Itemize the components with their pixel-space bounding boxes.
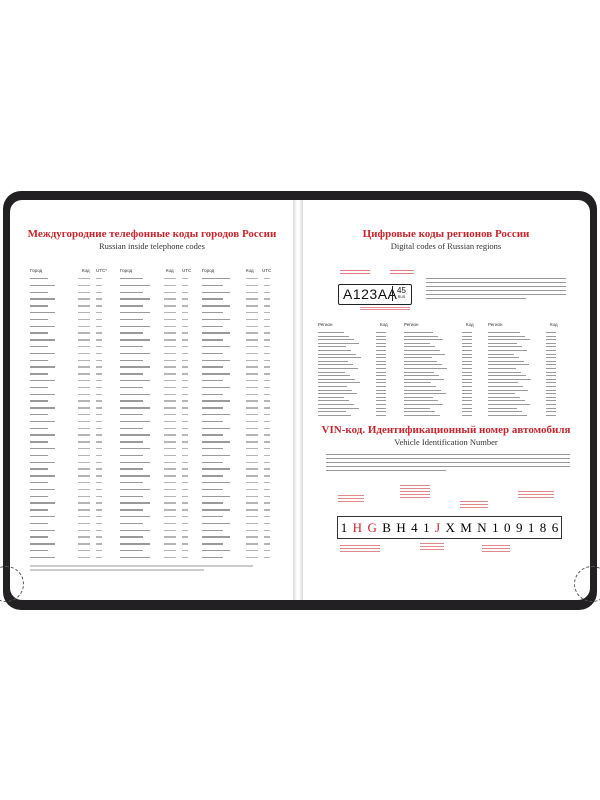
right-page-title: Цифровые коды регионов России [362, 228, 530, 240]
list-item [318, 339, 396, 340]
vin-character: 1 [527, 519, 535, 535]
left-page-title: Междугородние телефонные коды городов России [27, 228, 277, 240]
vin-character: 1 [492, 519, 499, 535]
vin-character: H [352, 519, 363, 535]
region-header: Регион [404, 322, 419, 327]
plate-country: RUS [397, 295, 406, 299]
vin-character: 1 [423, 519, 430, 535]
list-item [404, 336, 482, 337]
list-item [488, 354, 566, 355]
vin-annotation-label [338, 494, 364, 502]
table-row [30, 305, 108, 306]
list-item [404, 379, 482, 380]
table-row [120, 475, 198, 476]
table-row [120, 353, 198, 354]
region-header: Регион [318, 322, 333, 327]
plate-number: А123АА [343, 286, 398, 302]
table-row [202, 536, 280, 537]
list-item [488, 332, 566, 333]
list-item [318, 400, 396, 401]
table-row [202, 380, 280, 381]
table-row [120, 319, 198, 320]
table-row [30, 298, 108, 299]
vin-character: N [477, 519, 487, 535]
table-row [202, 434, 280, 435]
table-row [202, 421, 280, 422]
table-row [120, 530, 198, 531]
region-column-1-header [318, 322, 398, 327]
table-row [202, 285, 280, 286]
vin-code-box [337, 516, 562, 539]
table-row [202, 298, 280, 299]
table-row [202, 557, 280, 558]
table-row [30, 332, 108, 333]
vin-subtitle: Vehicle Identification Number [394, 437, 498, 447]
list-item [488, 350, 566, 351]
list-item [318, 357, 396, 358]
table-row [120, 292, 198, 293]
plate-annotation-bottom [360, 306, 410, 310]
vin-character: 8 [539, 519, 547, 535]
city-header: Город [202, 268, 215, 273]
table-row [30, 278, 108, 279]
list-item [404, 364, 482, 365]
table-row [120, 394, 198, 395]
table-column-1-header [30, 268, 110, 273]
list-item [318, 332, 396, 333]
table-row [30, 509, 108, 510]
utc-header: UTC [262, 268, 272, 273]
table-row [30, 292, 108, 293]
code-header: Код [246, 268, 254, 273]
vin-character: B [382, 519, 391, 535]
table-row [120, 298, 198, 299]
table-row [120, 346, 198, 347]
text-line [326, 458, 570, 459]
list-item [488, 364, 566, 365]
list-item [318, 364, 396, 365]
list-item [404, 350, 482, 351]
table-row [202, 353, 280, 354]
table-row [120, 543, 198, 544]
list-item [488, 411, 566, 412]
table-row [202, 509, 280, 510]
table-row [120, 428, 198, 429]
table-row [202, 366, 280, 367]
list-item [488, 368, 566, 369]
table-row [202, 360, 280, 361]
left-page-footnote [30, 565, 278, 571]
table-row [202, 414, 280, 415]
table-row [120, 373, 198, 374]
plate-annotation-right [390, 268, 414, 274]
table-row [202, 448, 280, 449]
list-item [318, 350, 396, 351]
table-row [120, 482, 198, 483]
vin-character: J [435, 519, 441, 535]
table-row [202, 278, 280, 279]
list-item [404, 382, 482, 383]
table-row [120, 414, 198, 415]
list-item [488, 339, 566, 340]
text-line [426, 294, 566, 295]
table-row [202, 400, 280, 401]
table-row [202, 475, 280, 476]
text-line [426, 278, 566, 279]
table-row [120, 285, 198, 286]
table-row [120, 516, 198, 517]
list-item [404, 332, 482, 333]
table-row [202, 407, 280, 408]
plate-region-block [392, 286, 410, 301]
vin-annotation-label [340, 544, 380, 552]
code-header: Код [166, 268, 174, 273]
table-row [120, 489, 198, 490]
table-column-3-header [202, 268, 282, 273]
table-row [120, 502, 198, 503]
list-item [488, 382, 566, 383]
list-item [404, 346, 482, 347]
table-row [120, 387, 198, 388]
table-row [202, 530, 280, 531]
list-item [488, 336, 566, 337]
table-row [202, 332, 280, 333]
list-item [318, 336, 396, 337]
table-row [120, 332, 198, 333]
text-line [326, 454, 570, 455]
text-line [426, 282, 566, 283]
table-row [120, 339, 198, 340]
list-item [318, 397, 396, 398]
list-item [488, 361, 566, 362]
list-item [404, 368, 482, 369]
table-row [30, 387, 108, 388]
table-row [120, 366, 198, 367]
table-row [202, 326, 280, 327]
text-line [326, 462, 570, 463]
table-row [30, 380, 108, 381]
list-item [318, 415, 396, 416]
list-item [318, 382, 396, 383]
table-row [202, 502, 280, 503]
table-row [202, 441, 280, 442]
vin-character: 1 [340, 519, 348, 535]
list-item [318, 372, 396, 373]
table-row [120, 509, 198, 510]
table-row [30, 482, 108, 483]
list-item [404, 339, 482, 340]
list-item [404, 372, 482, 373]
list-item [404, 386, 482, 387]
table-row [120, 441, 198, 442]
list-item [318, 411, 396, 412]
list-item [318, 368, 396, 369]
vin-character: M [460, 519, 472, 535]
table-row [202, 346, 280, 347]
list-item [404, 404, 482, 405]
vin-character: 9 [515, 519, 523, 535]
table-row [120, 360, 198, 361]
list-item [318, 354, 396, 355]
table-row [120, 557, 198, 558]
vin-annotation-label [518, 490, 554, 498]
table-row [30, 346, 108, 347]
table-row [30, 428, 108, 429]
vin-character: H [396, 519, 406, 535]
vin-section-header [302, 424, 590, 447]
list-item [318, 343, 396, 344]
table-row [30, 475, 108, 476]
table-row [30, 523, 108, 524]
table-row [120, 496, 198, 497]
table-row [202, 339, 280, 340]
list-item [404, 411, 482, 412]
table-row [202, 373, 280, 374]
table-row [202, 428, 280, 429]
list-item [488, 400, 566, 401]
table-row [202, 550, 280, 551]
table-row [30, 421, 108, 422]
page-gutter [293, 200, 303, 600]
text-line [326, 470, 446, 471]
vin-annotation-label [482, 544, 510, 552]
right-page-subtitle: Digital codes of Russian regions [390, 241, 502, 251]
list-item [488, 343, 566, 344]
region-code-header: Код [550, 322, 558, 327]
table-row [30, 468, 108, 469]
left-page-subtitle: Russian inside telephone codes [99, 241, 205, 251]
list-item [488, 372, 566, 373]
plate-annotation-left [340, 268, 370, 274]
table-row [202, 292, 280, 293]
utc-header: UTC* [96, 268, 107, 273]
list-item [404, 415, 482, 416]
table-row [202, 455, 280, 456]
table-row [120, 455, 198, 456]
list-item [318, 379, 396, 380]
text-line [426, 298, 526, 299]
list-item [404, 400, 482, 401]
table-row [202, 468, 280, 469]
table-row [30, 441, 108, 442]
right-page-header [302, 228, 590, 251]
table-row [202, 496, 280, 497]
list-item [318, 404, 396, 405]
table-row [30, 489, 108, 490]
list-item [404, 393, 482, 394]
table-row [202, 482, 280, 483]
table-row [202, 523, 280, 524]
code-header: Код [82, 268, 90, 273]
list-item [318, 390, 396, 391]
table-row [120, 523, 198, 524]
table-row [202, 516, 280, 517]
table-row [30, 502, 108, 503]
table-row [202, 462, 280, 463]
table-row [30, 285, 108, 286]
text-line [326, 466, 570, 467]
vin-annotation-label [400, 484, 430, 498]
list-item [488, 397, 566, 398]
text-line [426, 290, 566, 291]
list-item [488, 390, 566, 391]
table-row [120, 407, 198, 408]
table-row [30, 550, 108, 551]
table-row [30, 407, 108, 408]
vin-annotation-label [460, 500, 488, 508]
table-row [120, 400, 198, 401]
table-row [30, 536, 108, 537]
vin-character: 6 [551, 519, 559, 535]
table-row [202, 394, 280, 395]
vin-character: 0 [504, 519, 511, 535]
plate-region-code: 45 [397, 286, 406, 295]
table-row [30, 448, 108, 449]
vin-character: X [445, 519, 455, 535]
text-line [426, 286, 566, 287]
table-row [120, 448, 198, 449]
table-row [120, 462, 198, 463]
left-page-header [10, 228, 294, 251]
table-row [30, 353, 108, 354]
list-item [488, 357, 566, 358]
utc-header: UTC [182, 268, 192, 273]
table-row [30, 557, 108, 558]
table-row [120, 312, 198, 313]
table-row [30, 394, 108, 395]
table-row [30, 366, 108, 367]
table-row [120, 550, 198, 551]
table-row [202, 543, 280, 544]
vin-annotation-label [420, 542, 444, 550]
table-row [120, 421, 198, 422]
table-row [30, 326, 108, 327]
table-row [30, 400, 108, 401]
table-row [30, 530, 108, 531]
list-item [404, 390, 482, 391]
table-row [30, 516, 108, 517]
table-row [30, 339, 108, 340]
list-item [488, 415, 566, 416]
table-column-2-header [120, 268, 200, 273]
region-header: Регион [488, 322, 503, 327]
vin-title: VIN-код. Идентификационный номер автомобиля [321, 424, 571, 436]
list-item [488, 375, 566, 376]
table-row [202, 387, 280, 388]
region-column-3-header [488, 322, 568, 327]
list-item [488, 404, 566, 405]
table-row [30, 434, 108, 435]
list-item [404, 408, 482, 409]
list-item [404, 397, 482, 398]
list-item [318, 393, 396, 394]
list-item [488, 408, 566, 409]
region-column-2-header [404, 322, 484, 327]
list-item [318, 408, 396, 409]
table-row [30, 496, 108, 497]
table-row [30, 373, 108, 374]
table-row [202, 312, 280, 313]
table-row [120, 305, 198, 306]
table-row [120, 434, 198, 435]
table-row [120, 326, 198, 327]
list-item [318, 386, 396, 387]
city-header: Город [30, 268, 43, 273]
table-row [120, 536, 198, 537]
list-item [488, 393, 566, 394]
list-item [404, 354, 482, 355]
table-row [30, 414, 108, 415]
table-row [30, 462, 108, 463]
table-row [30, 319, 108, 320]
table-row [120, 468, 198, 469]
table-row [30, 543, 108, 544]
table-row [202, 319, 280, 320]
city-header: Город [120, 268, 133, 273]
list-item [318, 375, 396, 376]
table-row [202, 305, 280, 306]
license-plate-sample [338, 284, 412, 305]
list-item [488, 379, 566, 380]
list-item [404, 375, 482, 376]
list-item [318, 346, 396, 347]
list-item [488, 346, 566, 347]
table-row [202, 489, 280, 490]
list-item [404, 343, 482, 344]
list-item [404, 357, 482, 358]
table-row [120, 278, 198, 279]
region-code-header: Код [380, 322, 388, 327]
table-row [30, 455, 108, 456]
vin-character: G [367, 519, 377, 535]
region-code-header: Код [466, 322, 474, 327]
list-item [318, 361, 396, 362]
list-item [488, 386, 566, 387]
vin-character: 4 [411, 519, 418, 535]
table-row [30, 312, 108, 313]
list-item [404, 361, 482, 362]
table-row [30, 360, 108, 361]
table-row [120, 380, 198, 381]
